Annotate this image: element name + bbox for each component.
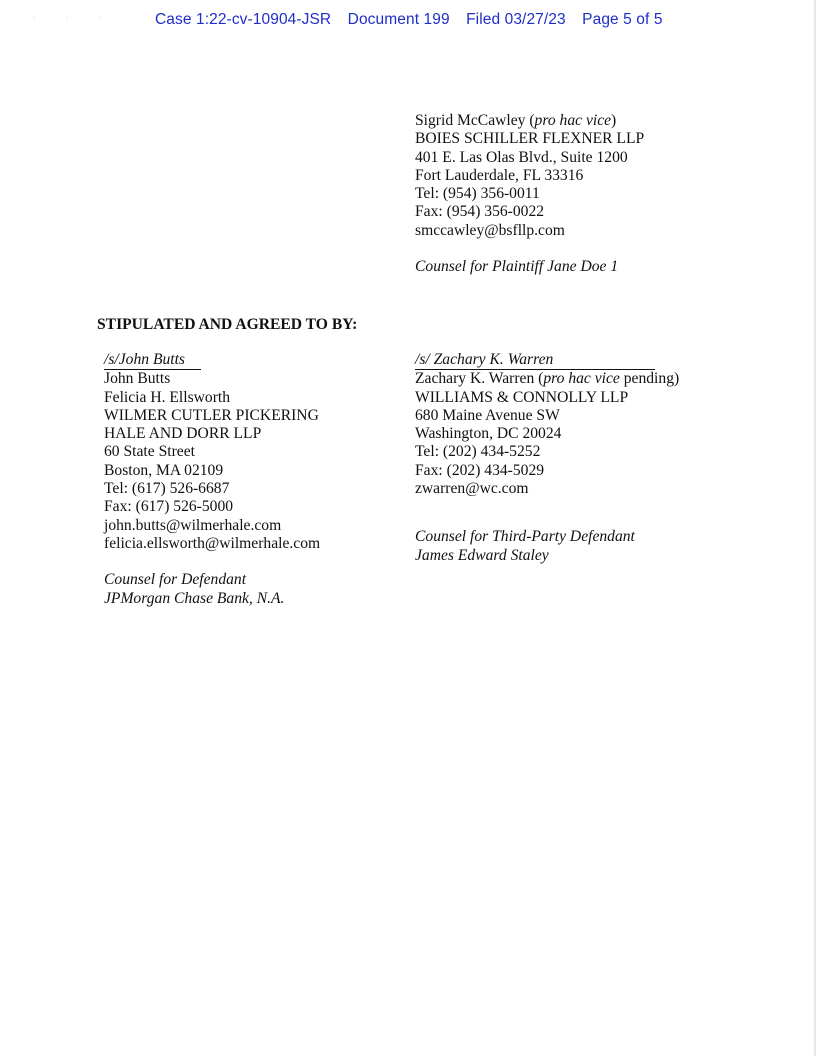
defendant-role-line1: Counsel for Defendant [104, 571, 247, 589]
ecf-header [155, 11, 675, 29]
stipulation-heading: STIPULATED AND AGREED TO BY: [97, 316, 358, 333]
defendant-email2: felicia.ellsworth@wilmerhale.com [104, 534, 321, 552]
plaintiff-fax: Fax: (954) 356-0022 [415, 203, 545, 221]
defendant-role-line2: JPMorgan Chase Bank, N.A. [104, 589, 285, 607]
third-party-role-line1: Counsel for Third-Party Defendant [415, 528, 635, 546]
third-party-name-line: Zachary K. Warren (pro hac vice pending) [415, 370, 680, 388]
defendant-address1: 60 State Street [104, 443, 195, 461]
defendant-name2: Felicia H. Ellsworth [104, 388, 231, 406]
defendant-signature: /s/John Butts [104, 351, 185, 368]
plaintiff-counsel-name: Sigrid McCawley [415, 112, 526, 129]
plaintiff-tel: Tel: (954) 356-0011 [415, 185, 540, 203]
third-party-address1: 680 Maine Avenue SW [415, 406, 560, 424]
third-party-counsel-block [415, 351, 679, 565]
third-party-signature: /s/ Zachary K. Warren [415, 351, 554, 368]
defendant-tel: Tel: (617) 526-6687 [104, 480, 230, 498]
page-number: Page 5 of 5 [582, 11, 663, 28]
plaintiff-address2: Fort Lauderdale, FL 33316 [415, 166, 584, 184]
defendant-signature-line [104, 351, 320, 370]
pro-hac-vice-note: pro hac vice [534, 112, 612, 129]
defendant-counsel-block [104, 351, 320, 608]
defendant-address2: Boston, MA 02109 [104, 461, 224, 479]
plaintiff-firm: BOIES SCHILLER FLEXNER LLP [415, 130, 645, 148]
third-party-pro-hac-vice: pro hac vice [543, 370, 620, 388]
third-party-name: Zachary K. Warren [415, 370, 535, 388]
defendant-email1: john.butts@wilmerhale.com [104, 516, 282, 534]
defendant-name1: John Butts [104, 370, 171, 388]
third-party-signature-line [415, 351, 679, 370]
third-party-role-line2: James Edward Staley [415, 546, 549, 564]
defendant-firm-line2: HALE AND DORR LLP [104, 425, 262, 443]
third-party-email: zwarren@wc.com [415, 480, 529, 498]
third-party-fax: Fax: (202) 434-5029 [415, 461, 545, 479]
defendant-fax: Fax: (617) 526-5000 [104, 498, 234, 516]
document-number: Document 199 [347, 11, 450, 28]
plaintiff-address1: 401 E. Las Olas Blvd., Suite 1200 [415, 148, 628, 166]
plaintiff-email: smccawley@bsfllp.com [415, 221, 565, 239]
third-party-tel: Tel: (202) 434-5252 [415, 443, 541, 461]
scan-specks: · · · [33, 14, 115, 23]
plaintiff-counsel-name-line: Sigrid McCawley (pro hac vice) [415, 112, 617, 129]
plaintiff-counsel-block [415, 112, 644, 276]
third-party-name-suffix: pending) [623, 370, 680, 388]
defendant-firm-line1: WILMER CUTLER PICKERING [104, 406, 319, 424]
case-number: Case 1:22-cv-10904-JSR [155, 11, 332, 28]
plaintiff-counsel-role: Counsel for Plaintiff Jane Doe 1 [415, 258, 619, 276]
third-party-firm: WILLIAMS & CONNOLLY LLP [415, 388, 629, 406]
filed-date: Filed 03/27/23 [466, 11, 566, 28]
third-party-address2: Washington, DC 20024 [415, 425, 562, 443]
